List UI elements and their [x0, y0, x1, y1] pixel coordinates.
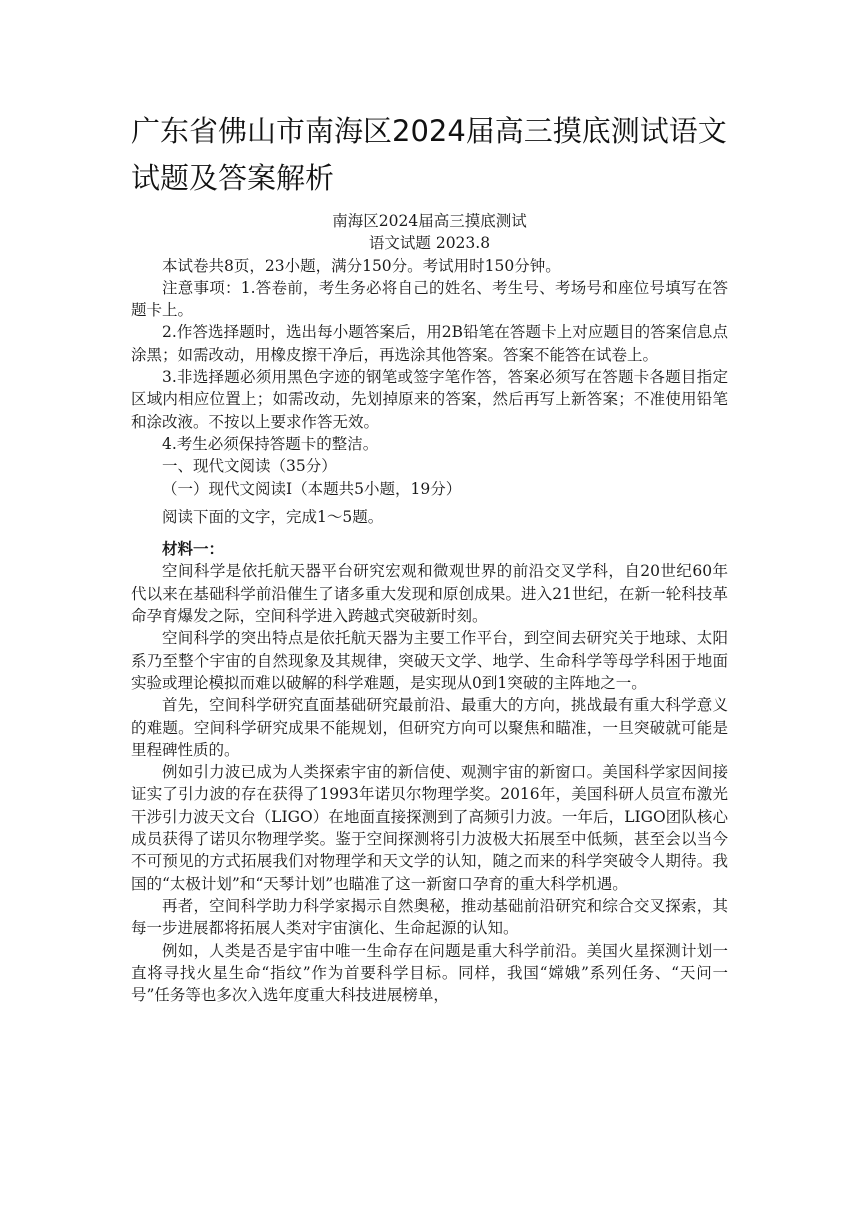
- body-paragraph: 首先，空间科学研究直面基础研究最前沿、最重大的方向，挑战最有重大科学意义的难题。空间科学研究成果不能规划，但研究方向可以聚焦和瞄准，一旦突破就可能是里程碑性质的。: [131, 696, 728, 759]
- document-title: 广东省佛山市南海区2024届高三摸底测试语文试题及答案解析: [131, 114, 727, 195]
- exam-intro: 本试卷共8页，23小题，满分150分。考试用时150分钟。: [162, 256, 561, 275]
- reading-instruction: 阅读下面的文字，完成1～5题。: [162, 507, 384, 526]
- subsection-title: （一）现代文阅读Ⅰ（本题共5小题，19分）: [162, 479, 462, 498]
- exam-note: 2.作答选择题时，选出每小题答案后，用2B铅笔在答题卡上对应题目的答案信息点涂黑；如需改动，用橡皮擦干净后，再选涂其他答案。答案不能答在试卷上。: [131, 323, 728, 364]
- exam-note: 4.考生必须保持答题卡的整洁。: [162, 434, 379, 453]
- body-paragraph: 空间科学是依托航天器平台研究宏观和微观世界的前沿交叉学科，自20世纪60年代以来在基础科学前沿催生了诸多重大发现和原创成果。进入21世纪，在新一轮科技革命孕育爆发之际，空间科学进入跨越式突破新时刻。: [131, 562, 728, 626]
- exam-header-line2: 语文试题 2023.8: [368, 234, 491, 253]
- document-body: [131, 210, 728, 1006]
- body-paragraph: 例如，人类是否是宇宙中唯一生命存在问题是重大科学前沿。美国火星探测计划一直将寻找火星生命“指纹”作为首要科学目标。同样，我国“嫦娥”系列任务、“天问一号”任务等也多次入选年度重大科技进展榜单，: [131, 941, 728, 1005]
- exam-header-line1: 南海区2024届高三摸底测试: [332, 212, 527, 230]
- body-paragraph: 例如引力波已成为人类探索宇宙的新信使、观测宇宙的新窗口。美国科学家因间接证实了引力波的存在获得了1993年诺贝尔物理学奖。2016年，美国科研人员宣布激光干涉引力波天文台（LIGO）在地面直接探测到了高频引力波。一年后，LIGO团队核心成员获得了诺贝尔物理学奖。鉴于空间探测将引力波极大拓展至中低频，甚至会以当今不可预见的方式拓展我们对物理学和天文学的认知，随之而来的科学突破令人期待。我国的“太极计划”和“天琴计划”也瞄准了这一新窗口孕育的重大科学机遇。: [131, 763, 728, 893]
- exam-note: 注意事项：1.答卷前，考生务必将自己的姓名、考生号、考场号和座位号填写在答题卡上。: [131, 278, 728, 320]
- exam-note: 3.非选择题必须用黑色字迹的钢笔或签字笔作答，答案必须写在答题卡各题目指定区域内相应位置上；如需改动，先划掉原来的答案，然后再写上新答案；不准使用铅笔和涂改液。不按以上要求作答无效。: [131, 368, 728, 431]
- material-label: 材料一：: [162, 539, 225, 559]
- section-title: 一、现代文阅读（35分）: [162, 457, 337, 476]
- body-paragraph: 空间科学的突出特点是依托航天器为主要工作平台，到空间去研究关于地球、太阳系乃至整个宇宙的自然现象及其规律，突破天文学、地学、生命科学等母学科困于地面实验或理论模拟而难以破解的科学难题，是实现从0到1突破的主阵地之一。: [131, 629, 728, 692]
- body-paragraph: 再者，空间科学助力科学家揭示自然奥秘，推动基础前沿研究和综合交叉探索，其每一步进展都将拓展人类对宇宙演化、生命起源的认知。: [131, 896, 728, 938]
